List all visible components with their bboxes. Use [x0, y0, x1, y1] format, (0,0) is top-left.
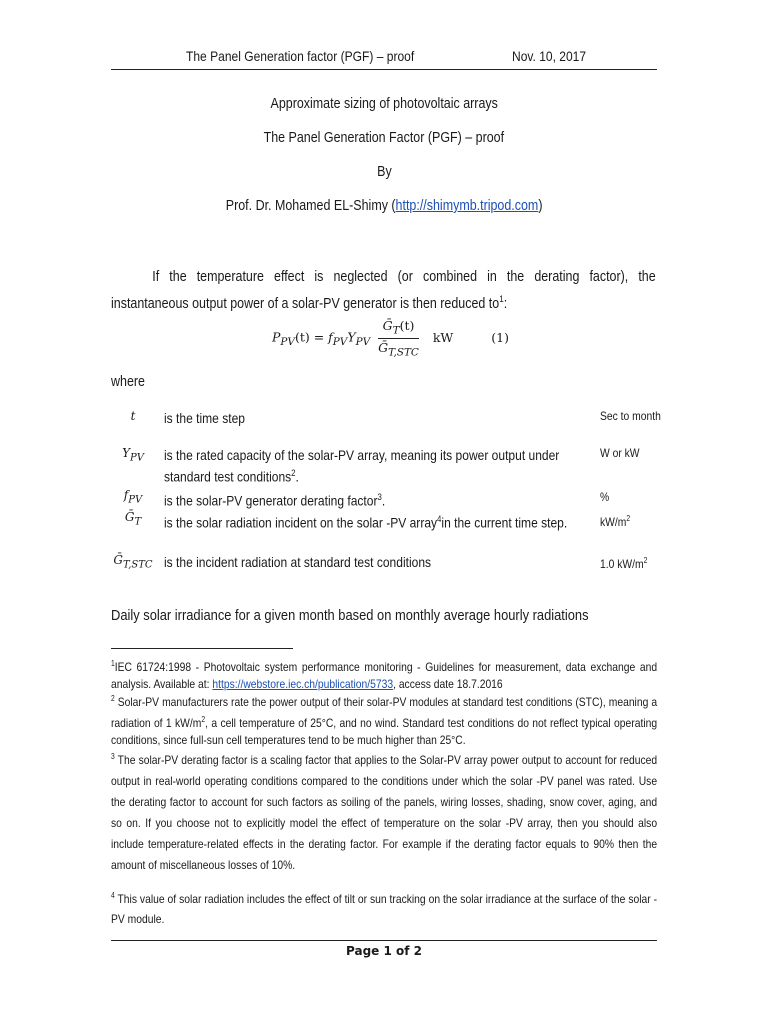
var-unit-fpv: %: [600, 490, 610, 504]
doc-author: Prof. Dr. Mohamed EL-Shimy (http://shimymb.tripod.com): [225, 198, 543, 214]
equation-1: $P_{PV}(t) = f_{PV}Y_{PV}$ $\frac{Ḡ_T(t)}{Ḡ_{T,STC}}$ kW (1): [272, 318, 509, 358]
var-desc-fpv: is the solar-PV generator derating factor$^3$.: [164, 492, 386, 509]
footnote-2: $^2$ Solar-PV manufacturers rate the power output of their solar-PV modules at standard test conditions (STC), meaning a radiation of 1 $kW/m^2$, a cell temperature of 25°C, and no wind. Standard test conditions do not reflect typical operating conditions, since full-sun cell temperatures tend to be much higher than 25°C.: [111, 694, 658, 747]
page-number: Page 1 of 2: [346, 944, 422, 958]
equation-number: (1): [491, 329, 509, 345]
var-unit-gt: $kW/m^2$: [600, 514, 631, 529]
footnote-3: $^3$ The solar-PV derating factor is a scaling factor that applies to the Solar-PV array power output to account for reduced output in real-world operating conditions compared to the conditions under which the solar -PV panel was rated. Use the derating factor to account for such factors as soiling of the panels, wiring losses, shading, snow cover, aging, and so on. If you choose not to explicitly model the effect of temperature on the solar -PV array, then you should also include temperature-related effects in the derating factor. For example if the derating factor equals to 90% then the amount of miscellaneous losses of 10%.: [111, 752, 658, 872]
var-desc-gt: is the solar radiation incident on the solar -PV array$^4$in the current time step.: [164, 514, 568, 531]
var-unit-t: Sec to month: [600, 409, 661, 423]
doc-title-line1: Approximate sizing of photovoltaic arrays: [270, 96, 498, 112]
section-heading: Daily solar irradiance for a given month based on monthly average hourly radiations: [111, 607, 589, 624]
var-symbol-t: t: [130, 409, 136, 423]
var-desc-gtstc: is the incident radiation at standard test conditions: [164, 554, 432, 570]
var-unit-ypv: W or kW: [600, 446, 640, 460]
var-symbol-gtstc: Ḡ$_{T,STC}$: [113, 553, 153, 571]
footer-rule: [111, 940, 657, 941]
doc-by: By: [376, 164, 392, 180]
footnote-4: $^4$ This value of solar radiation includes the effect of tilt or sun tracking on the solar irradiance at the surface of the solar -PV module.: [111, 891, 658, 926]
author-website-link[interactable]: http://shimymb.tripod.com: [395, 198, 539, 214]
equation-fraction: $\frac{Ḡ_T(t)}{Ḡ_{T,STC}}$: [378, 318, 419, 358]
running-header-title: The Panel Generation factor (PGF) – proof: [186, 48, 415, 64]
var-symbol-fpv: $f_{PV}$: [123, 488, 143, 506]
doc-title-line2: The Panel Generation Factor (PGF) – proof: [263, 130, 505, 146]
running-header-date: Nov. 10, 2017: [512, 48, 587, 64]
iec-publication-link[interactable]: https://webstore.iec.ch/publication/5733: [212, 677, 394, 691]
intro-paragraph: If the temperature effect is neglected (or combined in the derating factor), the instantaneous output power of a solar-PV generator is then reduced $to^1$:: [111, 269, 656, 312]
var-desc-t: is the time step: [164, 410, 245, 426]
where-label: where: [111, 374, 145, 390]
var-unit-gtstc: 1.0 $kW/m^2$: [600, 556, 648, 571]
header-rule: [111, 69, 657, 70]
var-symbol-ypv: $Y_{PV}$: [122, 446, 144, 464]
footnote-1: $^1$IEC 61724:1998 - Photovoltaic system performance monitoring - Guidelines for measurement, data exchange and analysis. Available at: https://webstore.iec.ch/publication/5733, access date 18.7.2016: [111, 659, 658, 691]
var-symbol-gt: Ḡ$_T$: [124, 510, 142, 528]
var-desc-ypv: is the rated capacity of the solar-PV array, meaning its power output under standard test conditions$^2$.: [164, 447, 560, 485]
footnote-separator: [111, 648, 293, 649]
